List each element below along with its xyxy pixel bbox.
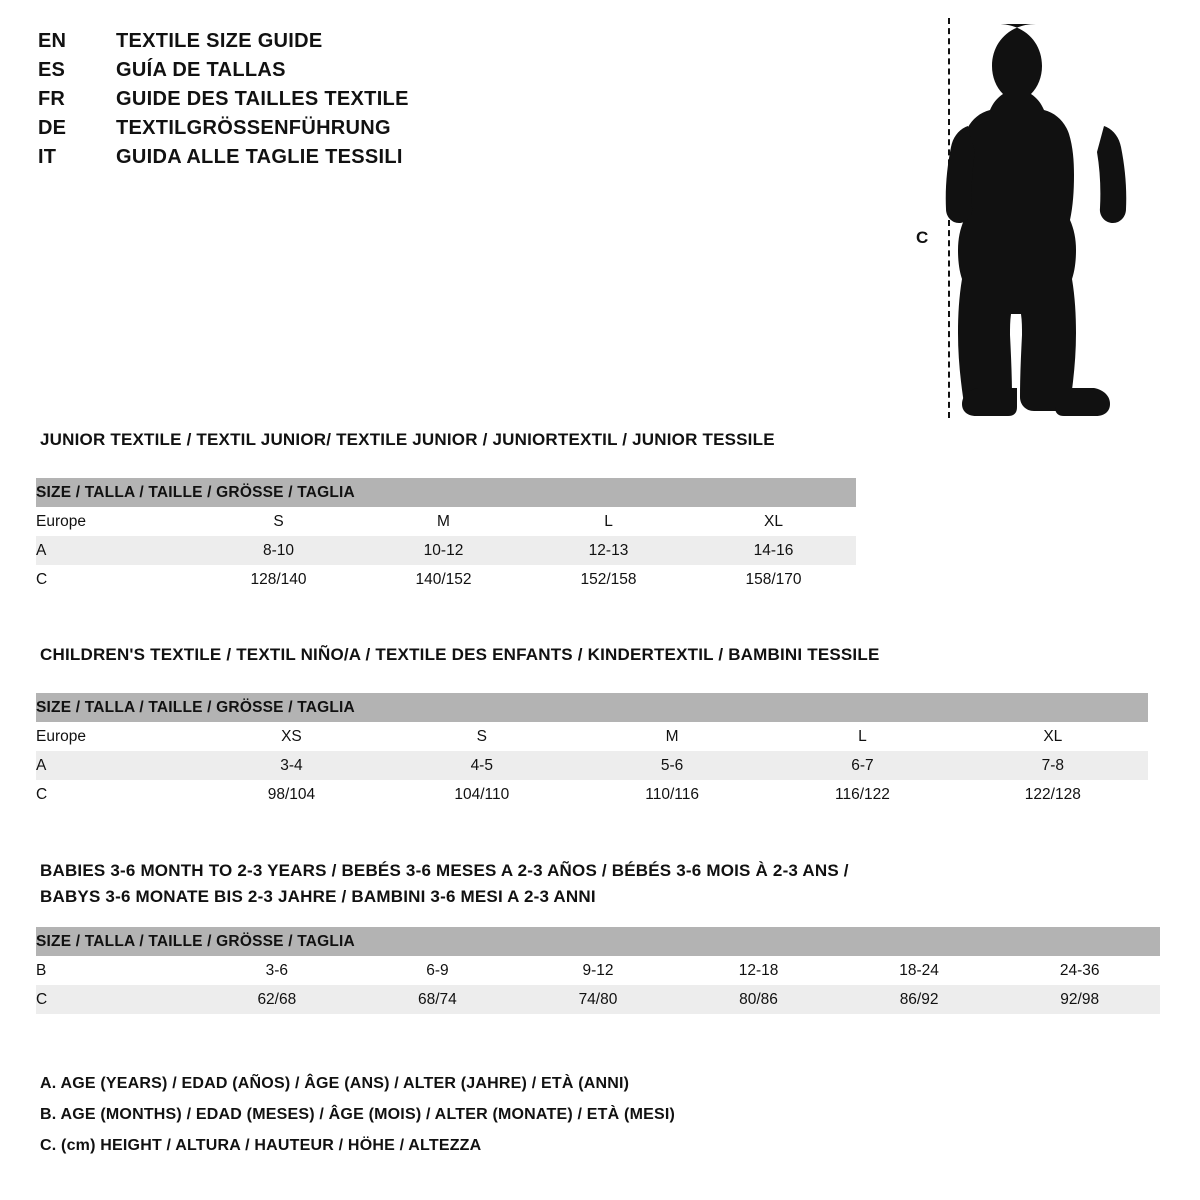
language-row [38,88,658,117]
babies-row-b-v4: 18-24 [839,956,1000,985]
table-row [36,507,856,536]
section-title-babies-line1: BABIES 3-6 MONTH TO 2-3 YEARS / BEBÉS 3-6 MESES A 2-3 AÑOS / BÉBÉS 3-6 MOIS À 2-3 ANS / [40,861,849,880]
legend-line-a: A. AGE (YEARS) / EDAD (AÑOS) / ÂGE (ANS) / ALTER (JAHRE) / ETÀ (ANNI) [40,1075,630,1092]
table-row [36,956,1160,985]
junior-row-a-v2: 12-13 [526,536,691,565]
table-row [36,536,856,565]
children-row-c-v2: 110/116 [577,780,767,809]
legend-line-b: B. AGE (MONTHS) / EDAD (MESES) / ÂGE (MOIS) / ALTER (MONATE) / ETÀ (MESI) [40,1106,676,1123]
table-row [36,565,856,594]
table-band-row [36,927,1160,956]
junior-size-table [36,478,856,594]
table-row [36,722,1148,751]
table-band-row [36,478,856,507]
children-row-europe-v0: XS [196,722,386,751]
language-row [38,59,658,88]
children-row-a-v1: 4-5 [387,751,577,780]
children-row-c-v3: 116/122 [767,780,957,809]
babies-row-b-label: B [36,956,197,985]
children-size-table [36,693,1148,809]
children-row-c-v0: 98/104 [196,780,386,809]
babies-row-b-v1: 6-9 [357,956,518,985]
babies-row-c-v1: 68/74 [357,985,518,1014]
table-row [36,751,1148,780]
babies-row-c-v3: 80/86 [678,985,839,1014]
junior-row-europe-label: Europe [36,507,196,536]
section-title-babies [40,858,1040,910]
babies-row-b-v2: 9-12 [518,956,679,985]
children-row-a-v3: 6-7 [767,751,957,780]
babies-size-table [36,927,1160,1014]
children-row-europe-label: Europe [36,722,196,751]
language-title-es: GUÍA DE TALLAS [116,59,286,81]
legend-block [40,1068,1040,1161]
language-row [38,117,658,146]
children-row-a-v0: 3-4 [196,751,386,780]
section-title-junior: JUNIOR TEXTILE / TEXTIL JUNIOR/ TEXTILE JUNIOR / JUNIORTEXTIL / JUNIOR TESSILE [40,430,775,449]
junior-row-a-v1: 10-12 [361,536,526,565]
table-band-row [36,693,1148,722]
children-row-a-v4: 7-8 [958,751,1148,780]
babies-row-b-v5: 24-36 [999,956,1160,985]
junior-row-c-label: C [36,565,196,594]
language-code-fr: FR [38,88,66,110]
language-title-fr: GUIDE DES TAILLES TEXTILE [116,88,409,110]
language-code-it: IT [38,146,57,168]
language-title-it: GUIDA ALLE TAGLIE TESSILI [116,146,403,168]
children-row-c-label: C [36,780,196,809]
junior-row-europe-v2: L [526,507,691,536]
junior-row-a-v3: 14-16 [691,536,856,565]
babies-row-b-v0: 3-6 [197,956,358,985]
children-band-label: SIZE / TALLA / TAILLE / GRÖSSE / TAGLIA [36,693,1148,722]
children-row-europe-v2: M [577,722,767,751]
babies-row-c-v5: 92/98 [999,985,1160,1014]
babies-row-c-label: C [36,985,197,1014]
table-row [36,780,1148,809]
language-row [38,30,658,59]
section-title-children: CHILDREN'S TEXTILE / TEXTIL NIÑO/A / TEXTILE DES ENFANTS / KINDERTEXTIL / BAMBINI TESSILE [40,645,880,664]
children-row-c-v4: 122/128 [958,780,1148,809]
children-row-c-v1: 104/110 [387,780,577,809]
babies-row-c-v0: 62/68 [197,985,358,1014]
babies-band-label: SIZE / TALLA / TAILLE / GRÖSSE / TAGLIA [36,927,1160,956]
junior-row-a-v0: 8-10 [196,536,361,565]
language-row [38,146,658,175]
measurement-figure [900,10,1160,420]
junior-row-c-v0: 128/140 [196,565,361,594]
children-row-a-label: A [36,751,196,780]
junior-row-a-label: A [36,536,196,565]
babies-row-c-v4: 86/92 [839,985,1000,1014]
language-code-es: ES [38,59,66,81]
junior-row-europe-v0: S [196,507,361,536]
child-silhouette-icon [940,16,1140,421]
language-title-de: TEXTILGRÖSSENFÜHRUNG [116,117,391,139]
children-row-europe-v4: XL [958,722,1148,751]
junior-row-europe-v3: XL [691,507,856,536]
children-row-a-v2: 5-6 [577,751,767,780]
section-title-babies-line2: BABYS 3-6 MONATE BIS 2-3 JAHRE / BAMBINI 3-6 MESI A 2-3 ANNI [40,887,596,906]
language-title-en: TEXTILE SIZE GUIDE [116,30,323,52]
language-title-block [38,30,658,175]
junior-row-c-v3: 158/170 [691,565,856,594]
language-code-de: DE [38,117,67,139]
children-row-europe-v3: L [767,722,957,751]
language-code-en: EN [38,30,67,52]
junior-row-europe-v1: M [361,507,526,536]
table-row [36,985,1160,1014]
babies-row-c-v2: 74/80 [518,985,679,1014]
junior-row-c-v1: 140/152 [361,565,526,594]
babies-row-b-v3: 12-18 [678,956,839,985]
figure-measure-letter: C [916,228,929,247]
legend-line-c: C. (cm) HEIGHT / ALTURA / HAUTEUR / HÖHE / ALTEZZA [40,1137,482,1154]
junior-band-label: SIZE / TALLA / TAILLE / GRÖSSE / TAGLIA [36,478,856,507]
junior-row-c-v2: 152/158 [526,565,691,594]
children-row-europe-v1: S [387,722,577,751]
